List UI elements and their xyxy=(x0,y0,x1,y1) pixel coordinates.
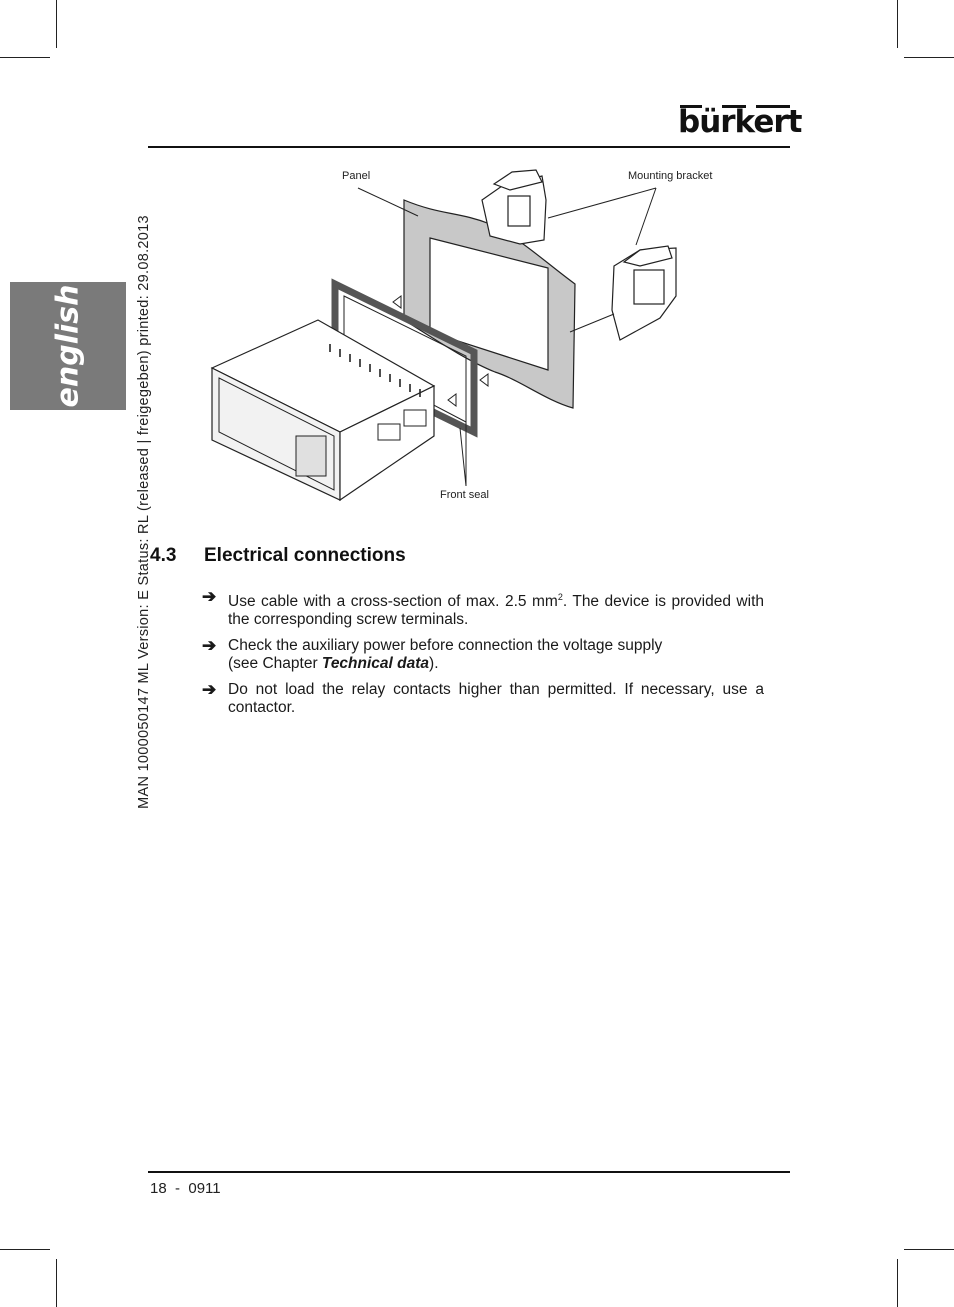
crop-mark xyxy=(0,1249,50,1250)
front-seal-label: Front seal xyxy=(440,489,489,501)
footer-rule xyxy=(148,1171,790,1173)
brand-logo: bürkert xyxy=(678,104,802,140)
page-number: 18 xyxy=(150,1180,167,1197)
crop-mark xyxy=(904,57,954,58)
right-arrow-icon: ➔ xyxy=(202,680,217,700)
mounting-bracket-top xyxy=(482,170,546,244)
instruction-list xyxy=(202,588,764,725)
right-arrow-icon: ➔ xyxy=(202,636,217,656)
device-keys xyxy=(296,436,326,476)
list-item: ➔ Check the auxiliary power before connection the voltage supply (see Chapter Technical data). xyxy=(202,636,663,673)
page-footer: 18 - 0911 xyxy=(150,1180,221,1197)
crop-mark xyxy=(897,1259,898,1307)
panel-label: Panel xyxy=(342,170,371,182)
language-tab-label: english xyxy=(50,284,86,408)
mounting-bracket-right xyxy=(612,246,676,340)
crop-mark xyxy=(56,0,57,48)
chapter-reference: Technical data xyxy=(321,655,430,673)
document-status-note: MAN 1000050147 ML Version: E Status: RL (released | freigegeben) printed: 29.08.2013 xyxy=(136,215,152,809)
list-item: ➔ Use cable with a cross-section of max. 2.5 $mm^2$. The device is provided with the corresponding screw terminals. xyxy=(202,587,764,629)
section-number: 4.3 xyxy=(150,545,177,566)
header-rule xyxy=(148,146,790,148)
list-item: ➔ Do not load the relay contacts higher than permitted. If necessary, use a contactor. xyxy=(202,680,764,717)
right-arrow-icon: ➔ xyxy=(202,587,217,606)
crop-mark xyxy=(0,57,50,58)
mounting-bracket-label: Mounting bracket xyxy=(628,170,713,182)
language-tab xyxy=(10,282,126,410)
panel-mounting-diagram xyxy=(200,160,790,520)
crop-mark xyxy=(56,1259,57,1307)
section-title: Electrical connections xyxy=(204,545,406,566)
crop-mark xyxy=(904,1249,954,1250)
crop-mark xyxy=(897,0,898,48)
document-code: 0911 xyxy=(188,1180,221,1197)
section-heading xyxy=(150,545,406,567)
